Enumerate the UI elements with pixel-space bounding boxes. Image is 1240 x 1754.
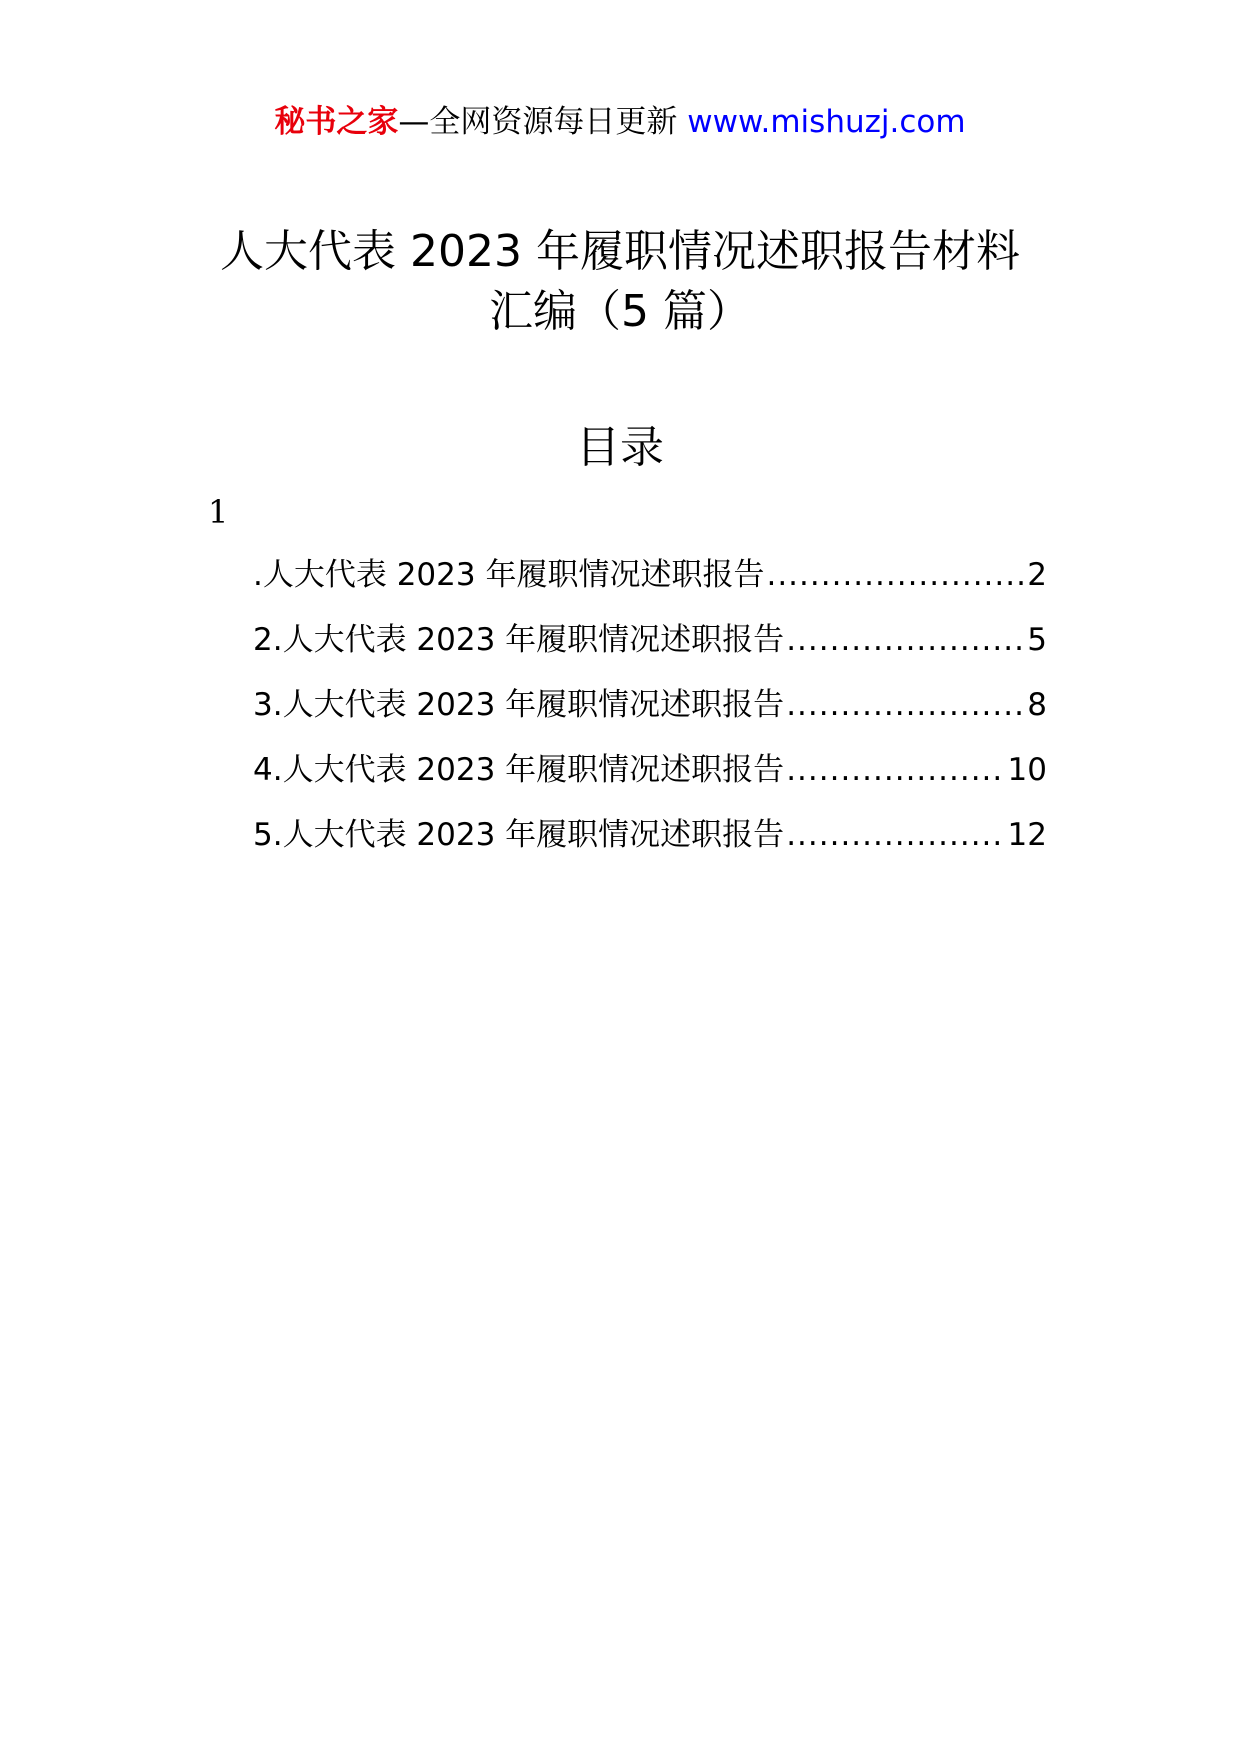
toc-entry-label: .人大代表 2023 年履职情况述职报告	[253, 557, 765, 593]
toc-entry[interactable]	[253, 620, 1047, 685]
toc-heading: 目录	[576, 422, 664, 473]
toc-entry-label: 4.人大代表 2023 年履职情况述职报告	[253, 752, 785, 788]
toc-entry[interactable]	[253, 555, 1047, 620]
toc-entry-label: 3.人大代表 2023 年履职情况述职报告	[253, 687, 785, 723]
toc-entry[interactable]	[253, 815, 1047, 880]
page-header	[0, 100, 1240, 144]
toc-entry-page: 8	[1027, 687, 1047, 723]
toc-leader-dots	[786, 815, 1005, 855]
toc-stray-number: 1	[208, 493, 229, 531]
toc-entry-label: 2.人大代表 2023 年履职情况述职报告	[253, 622, 785, 658]
document-title-line-2: 汇编（5 篇）	[489, 286, 751, 337]
site-link[interactable]: www.mishuzj.com	[687, 104, 966, 140]
toc-leader-dots	[786, 620, 1025, 660]
document-title-line-1: 人大代表 2023 年履职情况述职报告材料	[220, 226, 1020, 277]
toc-entry-page: 12	[1007, 817, 1047, 853]
toc-entry[interactable]	[253, 750, 1047, 815]
toc-leader-dots	[786, 750, 1005, 790]
toc-entry-page: 10	[1007, 752, 1047, 788]
table-of-contents	[253, 555, 1047, 880]
brand-name: 秘书之家	[274, 104, 399, 140]
toc-leader-dots	[766, 555, 1025, 595]
toc-entry[interactable]	[253, 685, 1047, 750]
document-title	[0, 222, 1240, 342]
toc-entry-page: 5	[1027, 622, 1047, 658]
header-tagline: —全网资源每日更新	[398, 104, 678, 140]
toc-leader-dots	[786, 685, 1025, 725]
toc-entry-label: 5.人大代表 2023 年履职情况述职报告	[253, 817, 785, 853]
toc-entry-page: 2	[1027, 557, 1047, 593]
